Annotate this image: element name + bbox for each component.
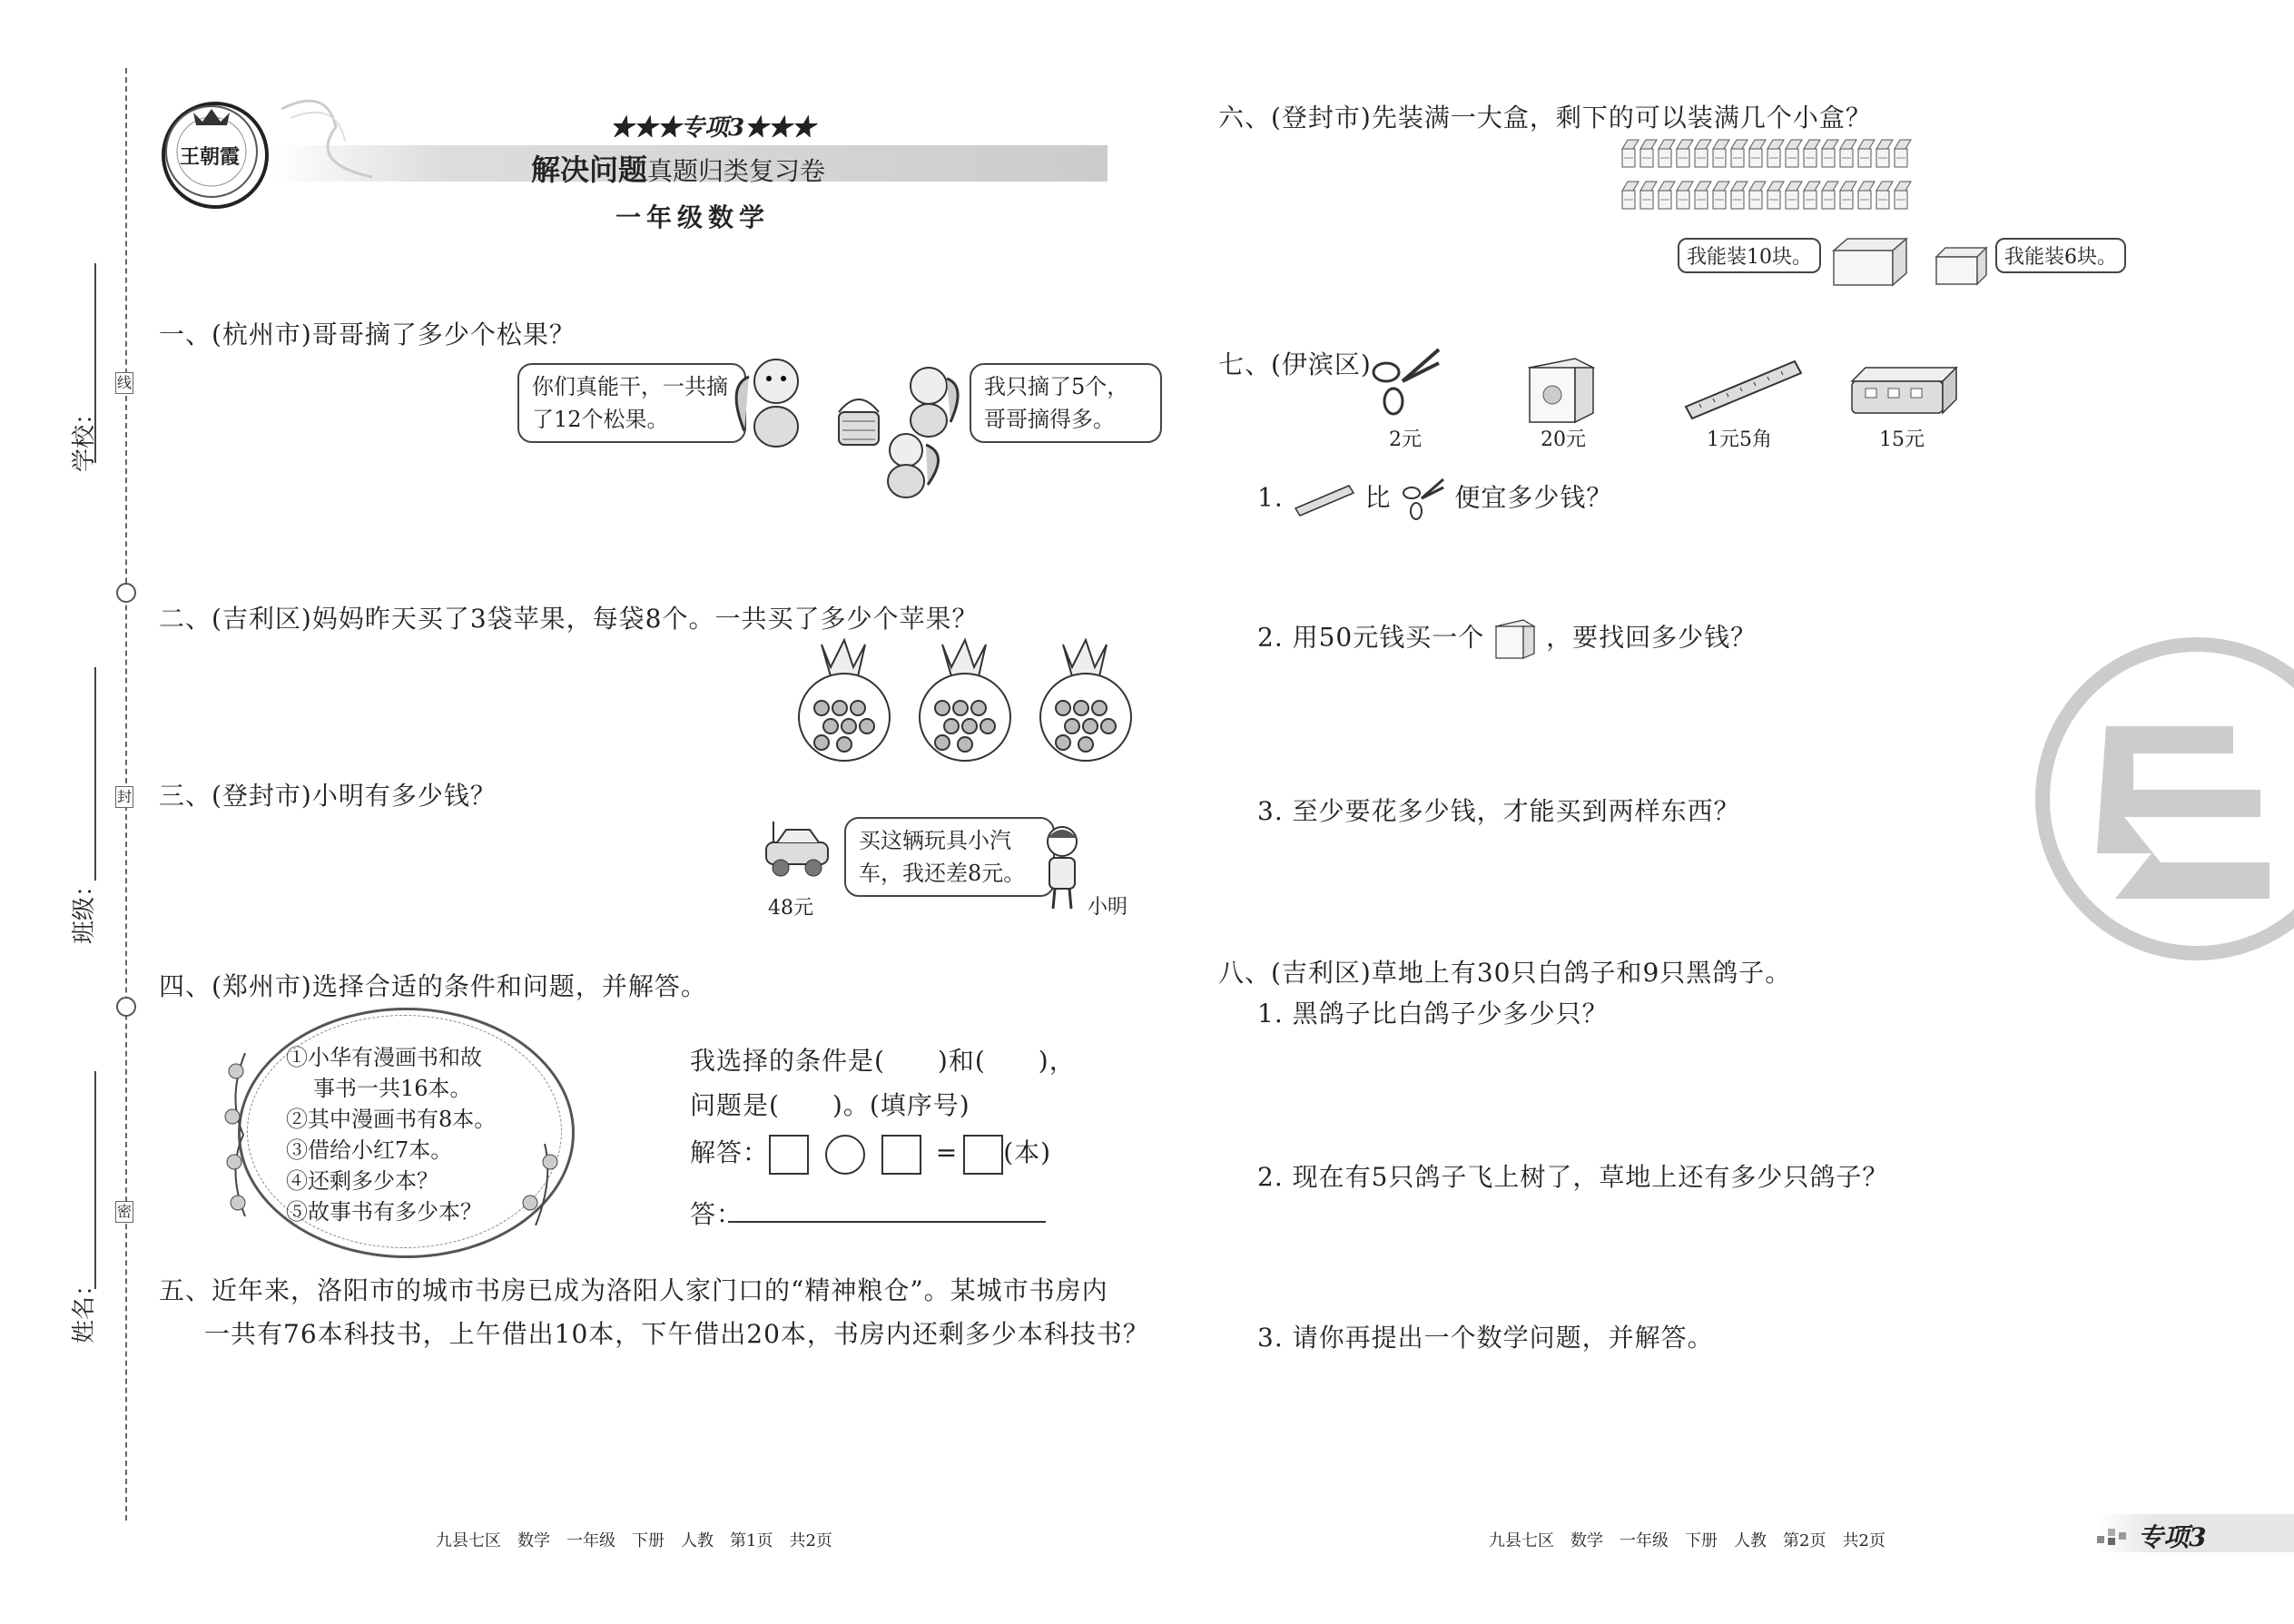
q5-line1: 五、近年来，洛阳市的城市书房已成为洛阳人家门口的“精神粮仓”。某城市书房内: [159, 1275, 1108, 1305]
q8-sub3: 3. 请你再提出一个数学问题，并解答。: [1257, 1323, 1714, 1353]
small-box: [1932, 243, 1991, 289]
price-pencil-case: 15元: [1879, 428, 1925, 451]
pencil-case-icon: [1847, 363, 1961, 418]
q3-bubble: 买这辆玩具小汽车，我还差8元。: [844, 817, 1055, 897]
candy-icon: [1731, 182, 1748, 209]
q7-sub1: [1257, 477, 1612, 522]
candy-icon: [1695, 182, 1711, 209]
candy-icon: [1858, 182, 1875, 209]
car-price: 48元: [768, 897, 813, 920]
candy-icon: [1622, 140, 1639, 167]
candy-grid: [1620, 136, 1915, 222]
big-box-text: 我能装10块。: [1687, 246, 1812, 269]
class-label: 班级：: [71, 872, 98, 944]
candy-icon: [1659, 140, 1675, 167]
boy-xiaoming: [1035, 822, 1089, 912]
candy-icon: [1822, 140, 1838, 167]
q5-line2: 一共有76本科技书，上午借出10本，下午借出20本，书房内还剩多少本科技书？: [204, 1319, 1149, 1349]
ruler-small-icon: [1293, 481, 1356, 517]
school-field[interactable]: [94, 263, 96, 463]
candy-icon: [1622, 182, 1639, 209]
answer-box-2[interactable]: [881, 1135, 921, 1175]
small-box-bubble: [1995, 238, 2126, 273]
q7-sub1-cmp: 比: [1364, 482, 1392, 513]
candy-icon: [1677, 182, 1693, 209]
q1-bubble-me: 我只摘了5个，哥哥摘得多。: [970, 363, 1162, 443]
candy-icon: [1840, 140, 1856, 167]
ribbon-decoration: [272, 91, 381, 182]
q2-label: 二、(吉利区)妈妈昨天买了3袋苹果，每袋8个。一共买了多少个苹果？: [159, 604, 979, 634]
candy-icon: [1858, 140, 1875, 167]
logo-text: 王朝霞: [180, 145, 241, 169]
squirrel-left: [726, 349, 817, 449]
candy-icon: [1713, 140, 1729, 167]
big-box: [1829, 234, 1911, 289]
q7-sub2-tail: ，要找回多少钱？: [1546, 622, 1757, 653]
option-2: ②其中漫画书有8本。: [286, 1107, 497, 1132]
q8-sub1: 1. 黑鸽子比白鸽子少多少只？: [1257, 999, 1609, 1029]
candy-icon: [1895, 140, 1911, 167]
school-label: 学校：: [71, 400, 98, 472]
q7-label: 七、(伊滨区): [1218, 349, 1372, 379]
candy-icon: [1804, 140, 1820, 167]
candy-icon: [1713, 182, 1729, 209]
candy-icon: [1767, 182, 1784, 209]
page-tab-label: 专项3: [2138, 1522, 2207, 1552]
name-field[interactable]: [94, 1071, 96, 1289]
q8-label: 八、(吉利区)草地上有30只白鸽子和9只黑鸽子。: [1218, 958, 1792, 988]
pencil-box-icon: [1525, 354, 1598, 427]
candy-icon: [1677, 140, 1693, 167]
apple-bags: [794, 635, 1139, 763]
q4-answer-line[interactable]: [728, 1221, 1046, 1223]
seal-char-line: 线: [115, 372, 133, 394]
q7-sub2: [1257, 617, 1757, 661]
equals-sign: =: [935, 1137, 959, 1167]
option-5: ⑤故事书有多少本？: [286, 1199, 482, 1225]
left-footer: 九县七区 数学 一年级 下册 人教 第1页 共2页: [436, 1531, 832, 1550]
candy-icon: [1804, 182, 1820, 209]
option-1a: ①小华有漫画书和故: [286, 1045, 482, 1070]
q7-sub1-num: 1.: [1257, 482, 1284, 513]
candy-icon: [1749, 182, 1766, 209]
big-box-bubble: [1678, 238, 1821, 273]
scissors-small-icon: [1400, 477, 1445, 522]
binding-dot: [116, 583, 136, 603]
unit-label: (本): [1003, 1137, 1052, 1167]
q1-bubble-brother: 你们真能干，一共摘了12个松果。: [517, 363, 746, 443]
candy-icon: [1695, 140, 1711, 167]
candy-icon: [1840, 182, 1856, 209]
header-grade: 一年级数学: [615, 202, 771, 232]
title-rest: 真题归类复习卷: [647, 156, 826, 186]
toy-car: [761, 817, 833, 881]
price-ruler: 1元5角: [1707, 428, 1772, 451]
class-field[interactable]: [94, 667, 96, 881]
ruler-icon: [1681, 357, 1804, 420]
q7-sub2-head: 2. 用50元钱买一个: [1257, 622, 1485, 653]
title-bold: 解决问题: [531, 153, 648, 187]
name-label: 姓名：: [71, 1272, 98, 1343]
q4-condition: 我选择的条件是( )和( )，: [690, 1046, 1076, 1076]
candy-icon: [1640, 182, 1657, 209]
q7-sub3: 3. 至少要花多少钱，才能买到两样东西？: [1257, 796, 1740, 826]
answer-box-3[interactable]: [963, 1135, 1003, 1175]
tab-squares: [2097, 1527, 2130, 1545]
candy-icon: [1822, 182, 1838, 209]
seal-char-close: 密: [115, 1201, 133, 1223]
header-title: [531, 147, 825, 189]
candy-icon: [1895, 182, 1911, 209]
option-3: ③借给小红7本。: [286, 1137, 453, 1163]
price-pencil-box: 20元: [1541, 428, 1586, 451]
q4-label: 四、(郑州市)选择合适的条件和问题，并解答。: [159, 971, 707, 1001]
q4-answer-label: 答：: [690, 1199, 743, 1229]
candy-icon: [1876, 182, 1893, 209]
candy-icon: [1659, 182, 1675, 209]
right-footer: 九县七区 数学 一年级 下册 人教 第2页 共2页: [1489, 1531, 1885, 1550]
oval-vine-right: [517, 1144, 572, 1225]
candy-icon: [1640, 140, 1657, 167]
q8-sub2: 2. 现在有5只鸽子飞上树了，草地上还有多少只鸽子？: [1257, 1162, 1889, 1192]
watermark-seal: [2024, 626, 2294, 971]
candy-icon: [1786, 140, 1802, 167]
logo: [162, 102, 269, 209]
pencil-box-small-icon: [1493, 617, 1537, 661]
header-tag: ★★★专项3★★★: [610, 114, 816, 142]
q6-label: 六、(登封市)先装满一大盒，剩下的可以装满几个小盒？: [1218, 103, 1872, 133]
q4-question: 问题是( )。(填序号): [690, 1090, 970, 1120]
candy-icon: [1876, 140, 1893, 167]
option-4: ④还剩多少本？: [286, 1168, 438, 1194]
options-list: [286, 1042, 496, 1227]
boy-name: 小明: [1088, 896, 1128, 919]
option-1b: 事书一共16本。: [313, 1076, 472, 1101]
candy-icon: [1749, 140, 1766, 167]
scissors-icon: [1366, 345, 1443, 418]
candy-icon: [1731, 140, 1748, 167]
price-scissors: 2元: [1389, 428, 1422, 451]
solve-label: 解答：: [690, 1137, 770, 1167]
candy-icon: [1786, 182, 1802, 209]
binding-dot: [116, 997, 136, 1017]
seal-char-seal: 封: [115, 786, 133, 808]
q4-solve-row: [690, 1133, 1051, 1175]
q7-sub1-tail: 便宜多少钱？: [1454, 482, 1613, 513]
small-box-text: 我能装6块。: [2004, 246, 2117, 269]
q3-label: 三、(登封市)小明有多少钱？: [159, 781, 497, 811]
squirrel-bottom: [870, 427, 951, 504]
answer-box-1[interactable]: [769, 1135, 809, 1175]
oval-vine: [218, 1053, 263, 1216]
operator-circle[interactable]: [825, 1135, 865, 1175]
candy-icon: [1767, 140, 1784, 167]
q1-label: 一、(杭州市)哥哥摘了多少个松果？: [159, 320, 576, 349]
